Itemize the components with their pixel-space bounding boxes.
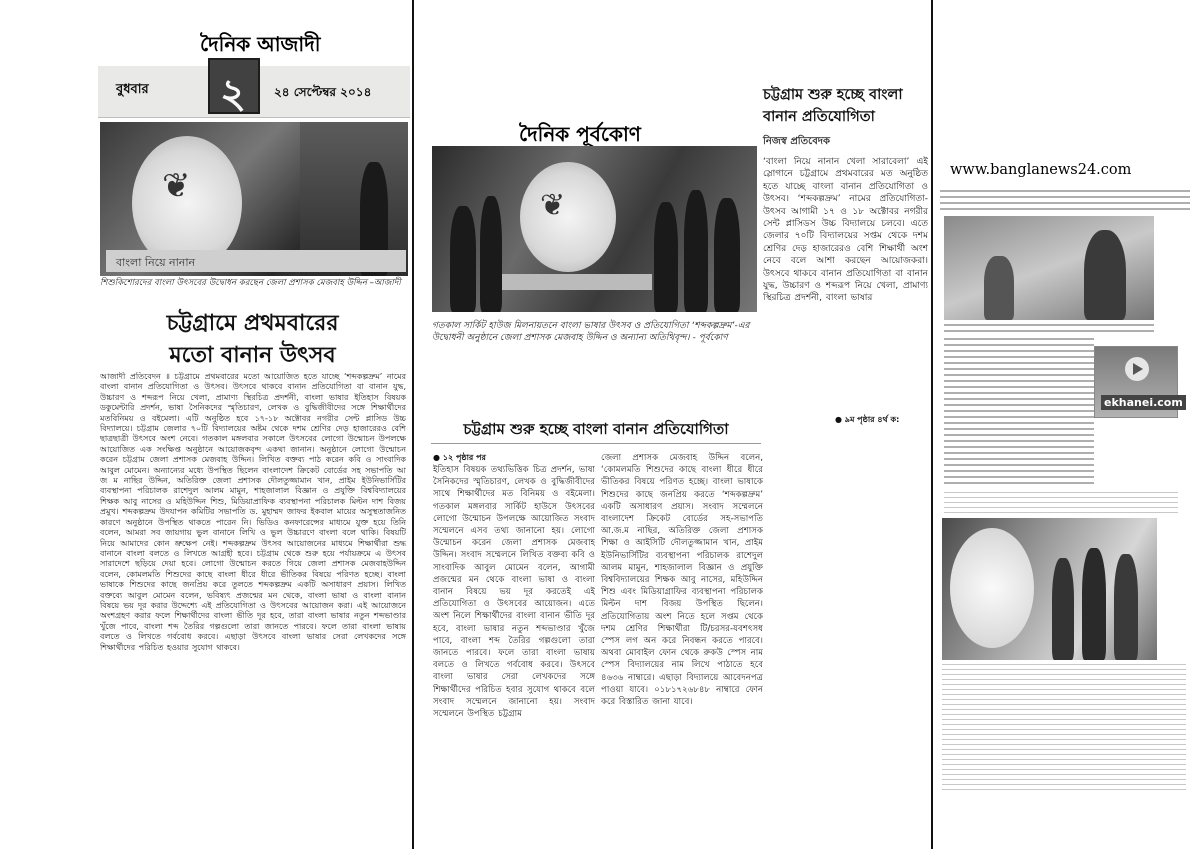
azadi-headline-line2: মতো বানান উৎসব: [169, 342, 336, 368]
azadi-headline-line1: চট্টগ্রামে প্রথমবারের: [166, 310, 339, 336]
purbokone-side-headline: চট্টগ্রাম শুরু হচ্ছে বাংলা বানান প্রতিযোগিতা: [763, 86, 903, 125]
tree-logo-icon: ❦: [540, 188, 566, 223]
azadi-page-number-box: [208, 58, 260, 117]
azadi-page-number: ২: [220, 70, 247, 117]
purbokone-body-right: জেলা প্রশাসক মেজবাহ উদ্দিন বলেন, ‘কোমলমতি শিশুদের কাছে বাংলা ধীরে ধীরে ভীতিকর বিষয়ে পরিণত হচ্ছে। বাংলা ভাষাকে শিশুদের কাছে জনপ্রিয় করতে ‘শব্দকল্পদ্রুম’ একটি অসাধারণ প্রয়াস। সংবাদ সম্মেলনে বাংলাদেশ ক্রিকেট বোর্ডের সহ-সভাপতি আ.জ.ম নাছির, অতিরিক্ত জেলা প্রশাসক শিক্ষা ও আইসিটি দৌলতুজ্জামান খান, প্রাইম ইউনিভার্সিটির ব্যবস্থাপনা পরিচালক রাশেদুল আলম মামুন, শাহজালাল বিজ্ঞান ও প্রযুক্তি বিশ্ববিদ্যালয়ের শিক্ষক আবু নাসের, মহিউদ্দিন শিশু এবং মিডিয়াগ্রাফির ব্যবস্থাপনা পরিচালক মিল্টন দাশ বিজয় উপস্থিত ছিলেন। প্রতিযোগিতায় অংশ নিতে হলে সপ্তম থেকে দশম শ্রেণির শিক্ষার্থীরা টি/চরসর-যবশৎসধ স্পেস লগ অন করে নিবন্ধন করতে পারবে। অথবা মোবাইল ফোন থেকে রুকউ স্পেস নাম স্পেস বিদ্যালয়ের নাম লিখে পাঠাতে হবে ৪৬৩৬ নাম্বারে। এছাড়া বিদ্যালয়ে আবেদনপত্র পাওয়া যাবে। ০১৮১৭২৬৮৪৮ নাম্বারে ফোন করে বিস্তারিত জানা যাবে।: [601, 453, 763, 708]
purbokone-photo-caption: গতকাল সার্কিট হাউজ মিলনায়তনে বাংলা ভাষার উৎসব ও প্রতিযোগিতা ‘শব্দকল্পদ্রুম’-এর উদ্বোধনী অনুষ্ঠানে জেলা প্রশাসক মেজবাহ উদ্দিন ও অন্যান্য অতিথিবৃন্দ। - পূর্বকোণ: [432, 321, 750, 343]
banglanews-photo-top: [944, 216, 1154, 320]
azadi-masthead: [98, 66, 410, 118]
purbokone-paper-name: দৈনিক পূর্বকোণ: [519, 122, 641, 146]
azadi-paper-name: দৈনিক আজাদী: [200, 32, 321, 56]
tree-logo-icon: ❦: [162, 166, 191, 206]
azadi-photo-caption: শিশুকিশোরদের বাংলা উৎসবের উদ্বোধন করছেন জেলা প্রশাসক মেজবাহ উদ্দিন –আজাদী: [100, 278, 401, 288]
azadi-day: বুধবার: [116, 82, 149, 97]
azadi-photo: [100, 122, 408, 276]
banglanews-photo-bottom: [942, 518, 1157, 660]
banglanews-ad: [1094, 346, 1183, 418]
banglanews-ad-logo: ekhanei.com: [1101, 395, 1186, 410]
purbokone-body-left: ইতিহাস বিষয়ক তথ্যভিত্তিক চিত্র প্রদর্শন, ভাষা সৈনিকদের স্মৃতিচারণ, লেখক ও বুদ্ধিজীবীদের সাথে শিক্ষার্থীদের মত বিনিময় ও বইমেলা। গতকাল মঙ্গলবার সার্কিট হাউসে উৎসবের লোগো উন্মোচন উপলক্ষে আয়োজিত সংবাদ সম্মেলনে এসব তথ্য জানানো হয়। লোগো উন্মোচন করেন জেলা প্রশাসক মেজবাহ উদ্দিন। সংবাদ সম্মেলনে লিখিত বক্তব্য কবি ও সাংবাদিক আবুল মোমেন বলেন, আগামী প্রজন্মের মন থেকে বাংলা ভাষা ও বাংলা বানান বিষয়ে ভয় দূর করতেই এই প্রতিযোগিতা ও উৎসবের আয়োজন। এতে অংশ নিলে শিক্ষার্থীদের বাংলা বানান ভীতি দূর হবে, বাংলা ভাষার নতুন শব্দভাণ্ডার খুঁজে পাবে, বাংলা শব্দ তৈরির গল্পগুলো তারা জানতে পারবে। ফলে তারা বাংলা ভাষায় বলতে ও লিখতে গর্ববোধ করবে। উৎসবে বাংলা ভাষার সেরা লেখকদের সঙ্গে শিক্ষার্থীদের পরিচিত হবার সুযোগ থাকবে বলে সংবাদ সম্মেলনে জানানো হয়। সংবাদ সম্মেলনে উপস্থিত চট্টগ্রাম: [433, 465, 595, 720]
purbokone-photo: [432, 146, 757, 312]
purbokone-side-continue: ● ৯ম পৃষ্ঠার ৪র্থ ক:: [835, 415, 900, 424]
azadi-article-body: আজাদী প্রতিবেদন ॥ চট্টগ্রামে প্রথমবারের মতো আয়োজিত হতে যাচ্ছে ‘শব্দকল্পদ্রুম’ নামের বাংলা বানান প্রতিযোগিতা ও উৎসব। উৎসবে থাকবে বানান প্রতিযোগিতা বা বানান যুদ্ধ, উচ্চারণ ও শব্দরূপ নিয়ে খেলা, প্রামাণ্য স্থিরচিত্র প্রদর্শনী, বাংলা ভাষার ইতিহাস বিষয়ক ডকুমেন্টারি প্রদর্শন, ভাষা সৈনিকদের স্মৃতিচারণ, লেখক ও বুদ্ধিজীবীদের সঙ্গে শিক্ষার্থীদের মতবিনিময় ও বইমেলা। এটি অনুষ্ঠিত হবে ১৭-১৮ অক্টোবর নগরীর সেন্ট প্লাসিড উচ্চ বিদ্যালয়ে। চট্টগ্রাম জেলার ৭০টি বিদ্যালয়ের অষ্টম থেকে দশম শ্রেণির দেড় হাজারেরও বেশি ছাত্রছাত্রী উৎসবে অংশ নেবে। গতকাল মঙ্গলবার সকালে উৎসবের লোগো উন্মোচন উপলক্ষে আয়োজিত এক সংক্ষিপ্ত অনুষ্ঠানে আয়োজকবৃন্দ একথা জানান। অনুষ্ঠানে লোগো উন্মোচন করেন চট্টগ্রাম জেলা প্রশাসক মেজবাহ উদ্দিন। লিখিত বক্তব্য পাঠ করেন কবি ও সাংবাদিক আবুল মোমেন। অন্যান্যের মধ্যে উপস্থিত ছিলেন বাংলাদেশ ক্রিকেট বোর্ডের সহ সভাপতি আ জ ম নাছির উদ্দিন, অতিরিক্ত জেলা প্রশাসক দৌলতুজ্জামান খান, প্রাইম ইউনিভার্সিটির ব্যবস্থাপনা পরিচালক রাশেদুল আলম মামুন, শাহজালাল বিজ্ঞান ও প্রযুক্তি বিশ্ববিদ্যালয়ের শিক্ষক আবু নাসের ও মহিউদ্দিন শিশু, মিডিয়াপ্রাফিক ব্যবস্থাপনা পরিচালক মিল্টন দাশ বিজয় প্রমুখ। শব্দকল্পদ্রুম উদযাপন কমিটির সভাপতি ড. মুহাম্মদ জাফর ইকবাল মায়ের অসুস্থতাজনিত কারণে অনুষ্ঠানে উপস্থিত থাকতে পারেন নি। ভিডিও কনফারেন্সের মাধ্যমে যুক্ত হয়ে তিনি বলেন, আমরা সব জায়গায় ভুল বানানে লিখি ও ভুল উচ্চারণে বাংলা বলে থাকি। বিষয়টি নিয়ে আমাদের কোন ভ্রুক্ষেপ নেই। শব্দকল্পদ্রুম উৎসব আয়োজনের মাধ্যমে শিক্ষার্থীরা শুদ্ধ বানানে বাংলা বলতে ও লিখতে আগ্রহী হবে। চট্টগ্রাম থেকে শুরু হয়ে পর্যায়ক্রমে এ উৎসব সারাদেশে ছড়িয়ে দেয়া হবে। লোগো উন্মোচন করতে গিয়ে জেলা প্রশাসক মেজবাহউদ্দিন বলেন, কোমলমতি শিশুদের কাছে বাংলা ধীরে ধীরে ভীতিকর বিষয়ে পরিণত হচ্ছে। বাংলা ভাষাকে শিশুদের কাছে জনপ্রিয় করে তুলতে শব্দকল্পদ্রুম একটি অসাধারণ প্রয়াস। লিখিত বক্তব্যে আবুল মোমেন বলেন, ভবিষ্যৎ প্রজন্মের মন থেকে, বাংলা ভাষা ও বাংলা বানান বিষয়ে ভয় দূর করার উদ্দেশ্যে এই প্রতিযোগিতা ও উৎসবের আয়োজন করা। এই আয়োজনে অংশগ্রহণ করার ফলে শিক্ষার্থীদের বাংলা ভীতি দূর হবে, তারা বাংলা ভাষার নতুন শব্দভাণ্ডার খুঁজে পাবে, বাংলা শব্দ তৈরির গল্পগুলো তারা জানতে পারবে। ফলে তারা বাংলা ভাষায় বলতে ও লিখতে গর্ববোধ করবে। এছাড়া উৎসবে বাংলা ভাষার সেরা লেখকদের সঙ্গে শিক্ষার্থীদের পরিচিত হওয়ার সুযোগ থাকবে।: [100, 372, 406, 652]
azadi-date: ২৪ সেপ্টেম্বর ২০১৪: [274, 85, 372, 99]
azadi-clipping: [0, 0, 413, 849]
banglanews-clipping: [934, 0, 1200, 849]
banglanews-site-url: www.banglanews24.com: [950, 162, 1132, 178]
purbokone-headline: চট্টগ্রাম শুরু হচ্ছে বাংলা বানান প্রতিযোগিতা: [463, 420, 729, 438]
azadi-photo-banner: বাংলা নিয়ে নানান: [106, 250, 406, 272]
purbokone-side-body: ‘বাংলা নিয়ে নানান খেলা সারাবেলা’ এই স্লোগানে চট্টগ্রামে প্রথমবারের মত অনুষ্ঠিত হতে যাচ্ছে বাংলা বানান প্রতিযোগিতা ও উৎসব। ‘শব্দকল্পদ্রুম’ নামের প্রতিযোগিতা-উৎসব আগামী ১৭ ও ১৮ অক্টোবর নগরীর সেন্ট প্লাসিডস উচ্চ বিদ্যালয়ে চলবে। এতে জেলার ৭০টি বিদ্যালয়ের সপ্তম থেকে দশম শ্রেণির দেড় হাজারেরও বেশি শিক্ষার্থী অংশ নেবে বলে আশা করছেন আয়োজকরা। উৎসবে থাকবে বানান প্রতিযোগিতা বা বানান যুদ্ধ, উচ্চারণ ও শব্দরূপ নিয়ে খেলা, প্রামাণ্য স্থিরচিত্র প্রদর্শনী, বাংলা ভাষার: [763, 157, 928, 304]
purbokone-continue-marker: ● ১২ পৃষ্ঠার পর: [433, 453, 486, 462]
column-divider-1: [412, 0, 414, 849]
purbokone-side-byline: নিজস্ব প্রতিবেদক: [763, 136, 831, 147]
column-divider-2: [931, 0, 933, 849]
purbokone-clipping: [415, 0, 933, 849]
